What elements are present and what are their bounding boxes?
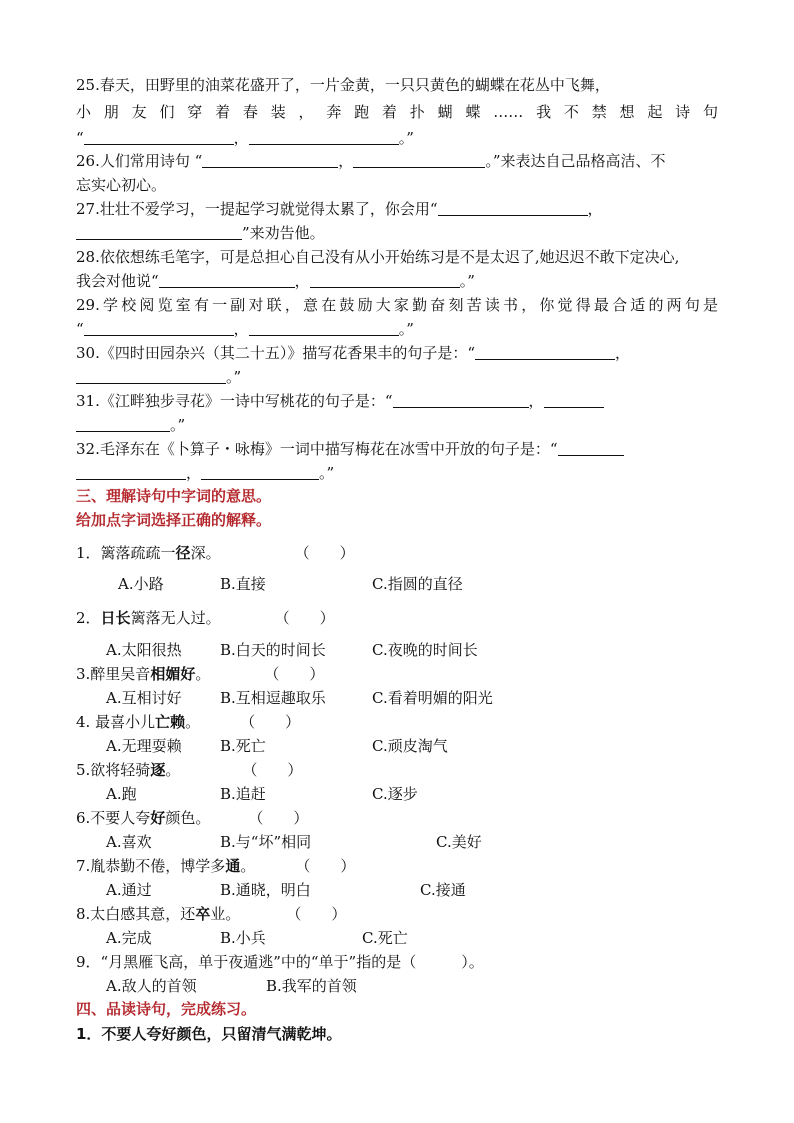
q28-text: 我会对他说“: [76, 272, 159, 290]
question-text-tail: 业。: [210, 905, 241, 923]
quote-close: 。”: [170, 416, 186, 434]
section3-subtitle: 给加点字词选择正确的解释。: [76, 511, 272, 529]
answer-blank-2[interactable]: [249, 129, 399, 145]
question-text: 4. 最喜小儿: [76, 713, 156, 731]
question-text: 2．: [76, 609, 101, 627]
option-c[interactable]: C.夜晚的时间长: [372, 641, 478, 659]
keyword: 好: [150, 809, 166, 827]
question-text-tail: 。: [195, 665, 211, 683]
quote-close: 。”: [398, 320, 414, 338]
comma: ，: [528, 392, 544, 410]
q25-text: 25.春天，田野里的油菜花盛开了，一片金黄，一只只黄色的蝴蝶在花丛中飞舞，: [76, 76, 610, 94]
answer-blank-2[interactable]: [249, 320, 399, 336]
answer-parentheses[interactable]: （ ）: [294, 544, 355, 562]
question-text-tail: 。: [165, 761, 181, 779]
mc-question-7: [76, 855, 355, 877]
section3-title: 三、理解诗句中字词的意思。: [76, 487, 272, 505]
answer-blank-2[interactable]: [310, 272, 460, 288]
question-text-tail: 篱落无人过。: [130, 609, 221, 627]
q30-line2: [76, 366, 718, 388]
mc-question-8: [76, 903, 346, 925]
comma: ，: [338, 152, 354, 170]
q26-line1: [76, 150, 718, 172]
option-a[interactable]: A.敌人的首领: [106, 977, 197, 995]
quote-open: “: [76, 129, 84, 147]
quote-close: 。”: [319, 464, 335, 482]
question-text: 7.胤恭勤不倦，博学多: [76, 857, 226, 875]
comma: ，: [587, 200, 603, 218]
answer-blank-2[interactable]: [353, 152, 485, 168]
keyword: 亡赖: [155, 713, 186, 731]
option-c[interactable]: C.接通: [420, 881, 466, 899]
option-a[interactable]: A.跑: [106, 785, 137, 803]
answer-parentheses[interactable]: （ ）: [240, 713, 301, 731]
keyword: 逐: [150, 761, 166, 779]
option-b[interactable]: B.我军的首领: [266, 977, 357, 995]
q27-line1: [76, 198, 718, 220]
option-a[interactable]: A.太阳很热: [106, 641, 182, 659]
q26-tail: 。”来表达自己品格高洁、不: [485, 152, 666, 170]
option-c[interactable]: C.美好: [436, 833, 482, 851]
mc-question-5: [76, 759, 302, 781]
answer-parentheses[interactable]: （ ）: [286, 905, 347, 923]
q30-line1: [76, 342, 718, 364]
keyword: 径: [175, 544, 191, 562]
answer-blank-1[interactable]: [202, 152, 338, 168]
option-a[interactable]: A.小路: [118, 575, 164, 593]
answer-blank-1b[interactable]: [76, 464, 186, 480]
answer-parentheses[interactable]: （ ）: [242, 761, 303, 779]
option-b[interactable]: B.白天的时间长: [220, 641, 326, 659]
option-a[interactable]: A.通过: [106, 881, 152, 899]
answer-blank-1[interactable]: [475, 344, 615, 360]
q25-line2: 小朋友们穿着春装，奔跑着扑蝴蝶……我不禁想起诗句: [76, 103, 718, 121]
q32-line2: [76, 462, 718, 484]
comma: ，: [186, 464, 202, 482]
question-text: 1．篱落疏疏一: [76, 544, 176, 562]
q28-line1: 28.依依想练毛笔字，可是总担心自己没有从小开始练习是不是太迟了,她迟迟不敢下定决心,: [76, 248, 680, 266]
answer-blank-2[interactable]: [76, 224, 242, 240]
keyword: 卒: [195, 905, 211, 923]
answer-blank-2[interactable]: [76, 368, 226, 384]
question-text: 3.醉里吴音: [76, 665, 151, 683]
answer-blank-2b[interactable]: [76, 416, 170, 432]
section4-title: 四、品读诗句，完成练习。: [76, 1000, 257, 1018]
mc-question-4: [76, 711, 300, 733]
q27-line2: [76, 222, 718, 244]
q27-tail: ”来劝告他。: [242, 224, 325, 242]
answer-blank-2[interactable]: [201, 464, 319, 480]
answer-blank-1[interactable]: [393, 392, 529, 408]
option-c[interactable]: C.顽皮淘气: [372, 737, 448, 755]
option-a[interactable]: A.喜欢: [106, 833, 152, 851]
q31-text: 31.《江畔独步寻花》一诗中写桃花的句子是：“: [76, 392, 393, 410]
q26-text: 26.人们常用诗句 “: [76, 152, 203, 170]
comma: ，: [233, 129, 249, 147]
q31-line2: [76, 414, 718, 436]
option-b[interactable]: B.互相逗趣取乐: [220, 689, 326, 707]
option-b[interactable]: B.通晓，明白: [220, 881, 311, 899]
option-c[interactable]: C.逐步: [372, 785, 418, 803]
section4-question-1: 1．不要人夸好颜色，只留清气满乾坤。: [76, 1025, 342, 1043]
question-text-tail: 深。: [190, 544, 221, 562]
keyword: 日长: [100, 609, 131, 627]
quote-open: “: [76, 320, 84, 338]
q29-line2: [76, 318, 718, 340]
answer-parentheses[interactable]: （ ）: [274, 609, 335, 627]
mc-question-1: [76, 542, 355, 564]
keyword: 相媚好: [150, 665, 196, 683]
answer-blank-1[interactable]: [159, 272, 295, 288]
question-text: 8.太白感其意，还: [76, 905, 196, 923]
keyword: 通: [225, 857, 241, 875]
answer-blank-1[interactable]: [84, 320, 234, 336]
comma: ，: [233, 320, 249, 338]
option-c[interactable]: C.死亡: [362, 929, 408, 947]
option-b[interactable]: B.与“坏”相同: [220, 833, 312, 851]
mc-question-3: [76, 663, 324, 685]
option-a[interactable]: A.互相讨好: [106, 689, 182, 707]
option-b[interactable]: B.直接: [220, 575, 266, 593]
option-a[interactable]: A.无理耍赖: [106, 737, 182, 755]
q25-line1: [76, 74, 718, 96]
q27-text: 27.壮壮不爱学习，一提起学习就觉得太累了，你会用“: [76, 200, 438, 218]
answer-blank-1[interactable]: [438, 200, 588, 216]
answer-blank-2a[interactable]: [544, 392, 604, 408]
answer-blank-1a[interactable]: [558, 440, 624, 456]
answer-parentheses[interactable]: （ ）: [264, 665, 325, 683]
q28-line2: [76, 270, 718, 292]
quote-close: 。”: [459, 272, 475, 290]
option-b[interactable]: B.死亡: [220, 737, 266, 755]
comma: ，: [294, 272, 310, 290]
option-c[interactable]: C.看着明媚的阳光: [372, 689, 493, 707]
option-a[interactable]: A.完成: [106, 929, 152, 947]
answer-parentheses[interactable]: （ ）: [295, 857, 356, 875]
question-text: 5.欲将轻骑: [76, 761, 151, 779]
q30-text: 30.《四时田园杂兴（其二十五）》描写花香果丰的句子是：“: [76, 344, 476, 362]
answer-blank-1[interactable]: [84, 129, 234, 145]
mc-question-9: [76, 951, 484, 973]
option-c[interactable]: C.指圆的直径: [372, 575, 463, 593]
comma: ，: [615, 344, 631, 362]
quote-close: 。”: [398, 129, 414, 147]
question-text-tail: 。: [185, 713, 201, 731]
q31-line1: [76, 390, 718, 412]
q25-line3: [76, 127, 718, 149]
q26-line2: 忘实心初心。: [76, 176, 167, 194]
q32-line1: [76, 438, 718, 460]
q29-line1: 29.学校阅览室有一副对联，意在鼓励大家勤奋刻苦读书，你觉得最合适的两句是: [76, 296, 718, 314]
option-b[interactable]: B.小兵: [220, 929, 266, 947]
question-text: 9．“月黑雁飞高，单于夜遁逃”中的“单于”指的是（ ）。: [76, 953, 484, 971]
q32-text: 32.毛泽东在《卜算子・咏梅》一词中描写梅花在冰雪中开放的句子是：“: [76, 440, 558, 458]
mc-question-6: [76, 807, 308, 829]
question-text: 6.不要人夸: [76, 809, 151, 827]
mc-question-2: [76, 607, 335, 629]
option-b[interactable]: B.追赶: [220, 785, 266, 803]
question-text-tail: 颜色。: [165, 809, 211, 827]
quote-close: 。”: [226, 368, 242, 386]
question-text-tail: 。: [240, 857, 256, 875]
answer-parentheses[interactable]: （ ）: [248, 809, 309, 827]
